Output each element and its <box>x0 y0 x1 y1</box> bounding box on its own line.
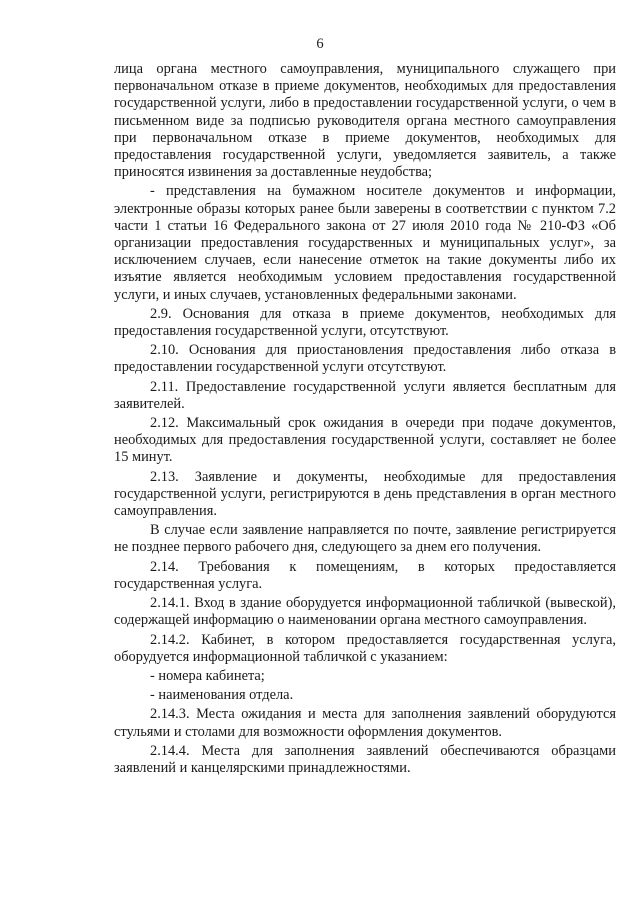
paragraph: 2.12. Максимальный срок ожидания в очереди при подаче документов, необходимых для предоставления государственной услуги, составляет не более 15 минут. <box>114 415 616 466</box>
list-item: - наименования отдела. <box>150 687 294 704</box>
paragraph: 2.14.2. Кабинет, в котором предоставляется государственная услуга, оборудуется информационной табличкой с указанием: <box>114 631 616 665</box>
paragraph: 2.14.3. Места ожидания и места для заполнения заявлений оборудуются стульями и столами для возможности оформления документов. <box>114 706 616 740</box>
paragraph: 2.9. Основания для отказа в приеме документов, необходимых для предоставления государственной услуги, отсутствуют. <box>114 305 616 340</box>
list-item: - номера кабинета; <box>150 667 265 684</box>
paragraph: 2.14.4. Места для заполнения заявлений обеспечиваются образцами заявлений и канцелярскими принадлежностями. <box>114 742 616 776</box>
paragraph: В случае если заявление направляется по почте, заявление регистрируется не позднее первого рабочего дня, следующего за днем его получения. <box>114 522 616 556</box>
document-body <box>114 61 616 779</box>
paragraph: 2.14. Требования к помещениям, в которых предоставляется государственная услуга. <box>114 558 616 592</box>
paragraph: лица органа местного самоуправления, муниципального служащего при первоначальном отказе в приеме документов, необходимых для предоставления государственной услуги, либо в предоставлении государственной услуги, о чем в письменном виде за подписью руководителя органа местного самоуправления при первоначальном отказе в приеме документов, необходимых для предоставления государственной услуги, уведомляется заявитель, а также приносятся извинения за доставленные неудобства; <box>114 61 616 181</box>
paragraph: 2.14.1. Вход в здание оборудуется информационной табличкой (вывеской), содержащей информацию о наименовании органа местного самоуправления. <box>114 595 616 629</box>
paragraph: - представления на бумажном носителе документов и информации, электронные образы которых ранее были заверены в соответствии с пунктом 7.2 части 1 статьи 16 Федерального закона от 27 июля 2010 года № 210-ФЗ «Об организации предоставления государственных и муниципальных услуг», за исключением случаев, если нанесение отметок на такие документы либо их изъятие является необходимым условием предоставления государственной услуги, и иных случаев, установленных федеральными законами. <box>114 183 616 303</box>
page-number: 6 <box>316 36 324 52</box>
paragraph: 2.10. Основания для приостановления предоставления либо отказа в предоставлении государственной услуги отсутствуют. <box>114 342 616 376</box>
paragraph: 2.13. Заявление и документы, необходимые для предоставления государственной услуги, регистрируются в день представления в орган местного самоуправления. <box>114 468 616 520</box>
paragraph: 2.11. Предоставление государственной услуги является бесплатным для заявителей. <box>114 378 616 412</box>
